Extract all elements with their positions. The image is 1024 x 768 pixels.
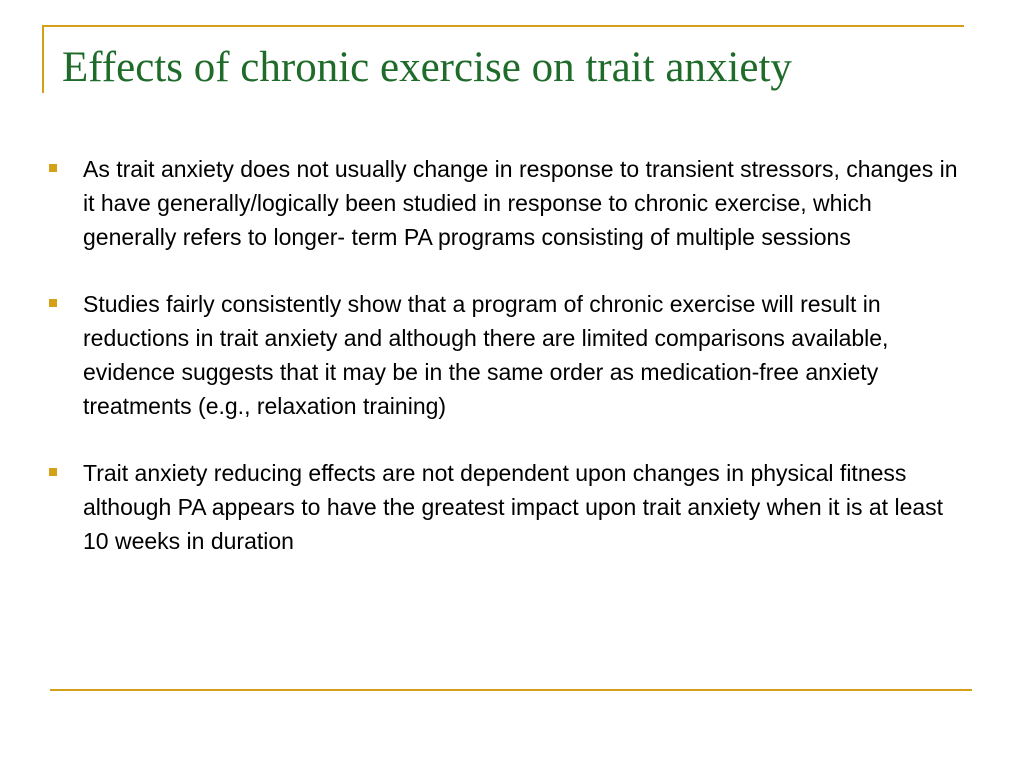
square-bullet-icon <box>49 299 57 307</box>
bullet-text: Trait anxiety reducing effects are not dependent upon changes in physical fitness although PA appears to have the greatest impact upon trait anxiety when it is at least 10 weeks in duration <box>83 460 944 554</box>
square-bullet-icon <box>49 468 57 476</box>
slide-title: Effects of chronic exercise on trait anxiety <box>62 44 792 91</box>
title-frame-top-line <box>42 25 964 27</box>
bullet-item <box>46 456 966 558</box>
bullet-list <box>46 152 966 591</box>
square-bullet-icon <box>49 164 57 172</box>
title-frame-left-line <box>42 25 44 93</box>
bullet-item <box>46 152 966 254</box>
bullet-item <box>46 287 966 423</box>
bullet-text: Studies fairly consistently show that a program of chronic exercise will result in reductions in trait anxiety and although there are limited comparisons available, evidence suggests that it may be in the same order as medication-free anxiety treatments (e.g., relaxation training) <box>83 291 889 419</box>
footer-divider-line <box>50 689 972 691</box>
bullet-text: As trait anxiety does not usually change in response to transient stressors, changes in it have generally/logically been studied in response to chronic exercise, which generally refers to longer- term PA programs consisting of multiple sessions <box>83 156 958 250</box>
